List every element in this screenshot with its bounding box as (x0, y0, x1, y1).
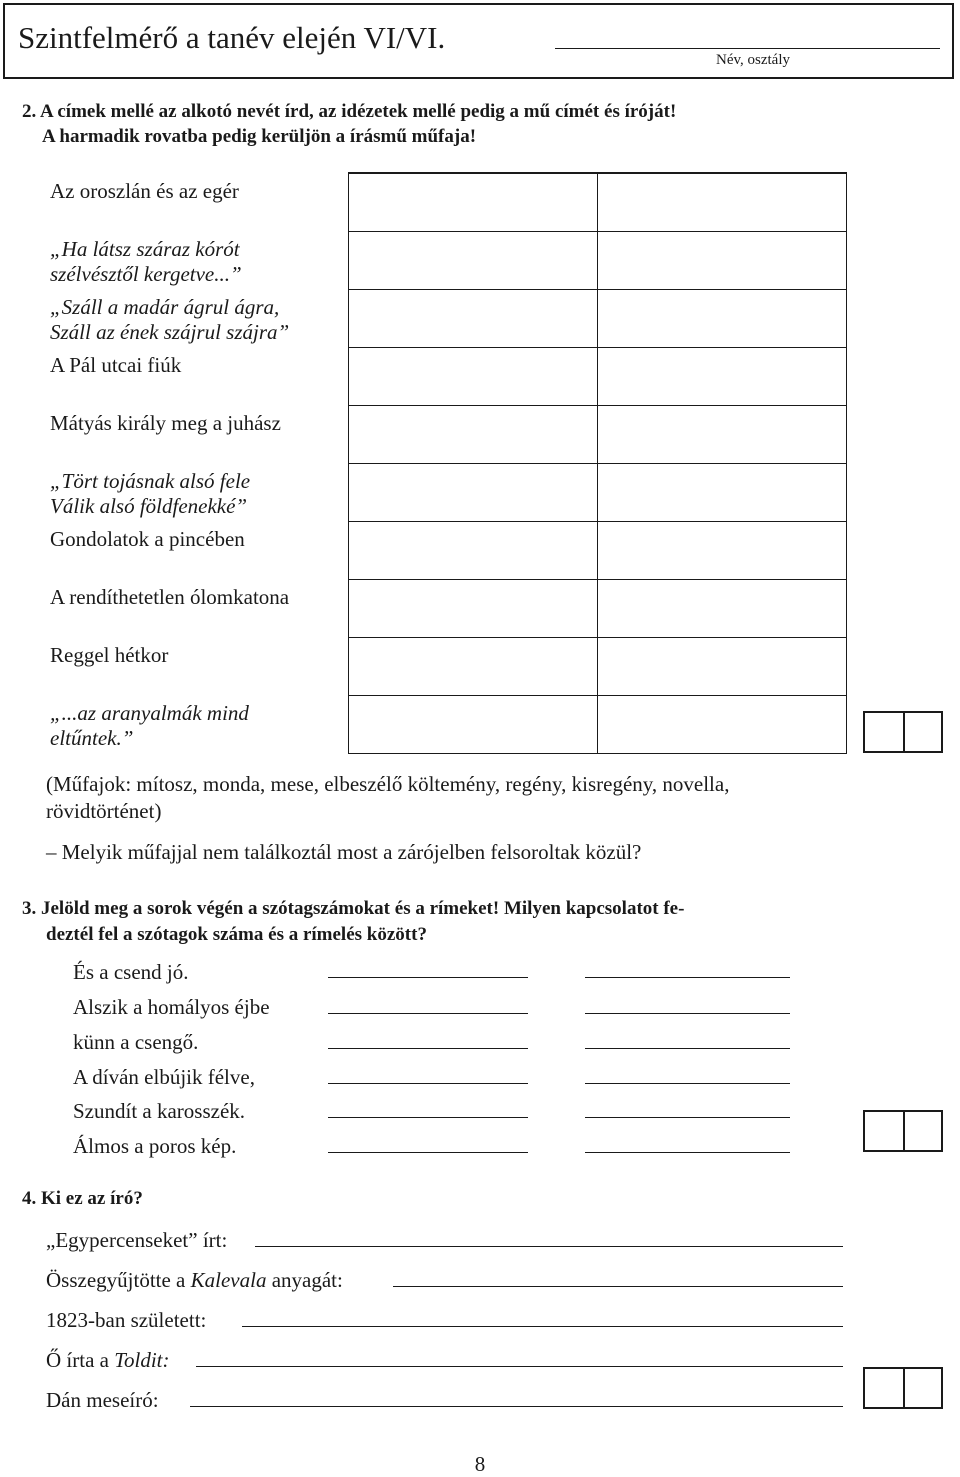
rhyme-line[interactable] (585, 1048, 790, 1049)
answer-line[interactable] (242, 1326, 843, 1327)
row-title-cell (50, 579, 349, 637)
answer-cell-author[interactable] (349, 231, 598, 289)
answer-cell-genre[interactable] (598, 521, 847, 579)
task3-heading-line2: deztél fel a szótagok száma és a rímelés között? (46, 924, 427, 945)
name-class-input-line[interactable] (555, 48, 940, 49)
task2-heading-line1: 2. A címek mellé az alkotó nevét írd, az idézetek mellé pedig a mű címét és íróját! (22, 101, 677, 122)
row-title-cell (50, 173, 349, 231)
poem-line: A díván elbújik félve, (73, 1065, 255, 1089)
table-row (50, 405, 847, 463)
task3-heading-line1: 3. Jelöld meg a sorok végén a szótagszámokat és a rímeket! Milyen kapcsolatot fe- (22, 898, 685, 919)
table-row (50, 289, 847, 347)
page-number: 8 (474, 1452, 486, 1476)
row-title-cell (50, 521, 349, 579)
row-text: eltűntek.” (50, 726, 134, 750)
score-box[interactable] (863, 1367, 943, 1409)
answer-cell-author[interactable] (349, 347, 598, 405)
row-title-cell (50, 637, 349, 695)
answer-cell-genre[interactable] (598, 347, 847, 405)
task2-heading-line2: A harmadik rovatba pedig kerüljön a írásmű műfaja! (42, 126, 477, 147)
answer-cell-author[interactable] (349, 579, 598, 637)
row-text: „Tört tojásnak alsó fele (50, 469, 251, 493)
genre-question: – Melyik műfajjal nem találkoztál most a zárójelben felsoroltak közül? (46, 840, 642, 864)
answer-cell-author[interactable] (349, 637, 598, 695)
page-title: Szintfelmérő a tanév elején VI/VI. (18, 20, 446, 55)
row-text: A Pál utcai fiúk (50, 353, 182, 377)
table-row (50, 463, 847, 521)
row-quote-cell (50, 231, 349, 289)
question-text: Összegyűjtötte a (46, 1268, 191, 1292)
table-row (50, 579, 847, 637)
answer-cell-genre[interactable] (598, 289, 847, 347)
name-class-label: Név, osztály (715, 52, 790, 68)
row-text: Mátyás király meg a juhász (50, 411, 281, 435)
rhyme-line[interactable] (585, 1013, 790, 1014)
author-question: Dán meseíró: (46, 1388, 159, 1412)
author-question: 1823-ban született: (46, 1308, 207, 1332)
row-title-cell (50, 405, 349, 463)
question-text: anyagát: (266, 1268, 343, 1292)
answer-cell-genre[interactable] (598, 695, 847, 753)
genres-list-line1: (Műfajok: mítosz, monda, mese, elbeszélő költemény, regény, kisregény, novella, (46, 772, 730, 796)
answer-line[interactable] (196, 1366, 843, 1367)
answer-cell-genre[interactable] (598, 405, 847, 463)
table-row (50, 347, 847, 405)
answer-cell-author[interactable] (349, 521, 598, 579)
rhyme-line[interactable] (585, 1083, 790, 1084)
table-row (50, 695, 847, 753)
question-text: Ő írta a (46, 1348, 115, 1372)
answer-line[interactable] (393, 1286, 843, 1287)
syllable-count-line[interactable] (328, 1117, 528, 1118)
row-text: Reggel hétkor (50, 643, 169, 667)
answer-cell-genre[interactable] (598, 579, 847, 637)
answer-cell-author[interactable] (349, 463, 598, 521)
poem-line: künn a csengő. (73, 1030, 199, 1054)
table-row (50, 173, 847, 231)
row-quote-cell (50, 463, 349, 521)
answer-cell-author[interactable] (349, 695, 598, 753)
poem-line: Alszik a homályos éjbe (73, 995, 270, 1019)
poem-line: Szundít a karosszék. (73, 1099, 246, 1123)
syllable-count-line[interactable] (328, 1013, 528, 1014)
answer-cell-genre[interactable] (598, 173, 847, 231)
work-title: Kalevala (190, 1268, 267, 1292)
syllable-count-line[interactable] (328, 1083, 528, 1084)
author-question (46, 1348, 169, 1373)
row-text: Az oroszlán és az egér (50, 179, 239, 203)
answer-line[interactable] (190, 1406, 843, 1407)
syllable-count-line[interactable] (328, 977, 528, 978)
poem-line: Álmos a poros kép. (73, 1134, 237, 1158)
row-text: „Száll a madár ágrul ágra, (50, 295, 280, 319)
task4-heading: 4. Ki ez az író? (22, 1188, 143, 1209)
row-text: „Ha látsz száraz kórót (50, 237, 240, 261)
poem-line: És a csend jó. (73, 960, 189, 984)
genres-list-line2: rövidtörténet) (46, 799, 162, 823)
syllable-count-line[interactable] (328, 1152, 528, 1153)
task2-table (50, 172, 847, 754)
row-title-cell (50, 347, 349, 405)
table-row (50, 231, 847, 289)
row-text: „...az aranyalmák mind (50, 701, 249, 725)
row-text: szélvésztől kergetve...” (50, 262, 242, 286)
answer-cell-author[interactable] (349, 173, 598, 231)
author-question: „Egypercenseket” írt: (46, 1228, 228, 1252)
answer-cell-genre[interactable] (598, 463, 847, 521)
row-text: Száll az ének szájrul szájra” (50, 320, 290, 344)
row-text: A rendíthetetlen ólomkatona (50, 585, 290, 609)
syllable-count-line[interactable] (328, 1048, 528, 1049)
row-quote-cell (50, 695, 349, 753)
work-title: Toldit: (114, 1348, 170, 1372)
answer-cell-genre[interactable] (598, 637, 847, 695)
table-row (50, 521, 847, 579)
answer-cell-author[interactable] (349, 405, 598, 463)
rhyme-line[interactable] (585, 1152, 790, 1153)
score-box[interactable] (863, 1110, 943, 1152)
rhyme-line[interactable] (585, 977, 790, 978)
row-text: Válik alsó földfenekké” (50, 494, 248, 518)
answer-cell-author[interactable] (349, 289, 598, 347)
rhyme-line[interactable] (585, 1117, 790, 1118)
answer-line[interactable] (255, 1246, 843, 1247)
author-question (46, 1268, 343, 1293)
row-text: Gondolatok a pincében (50, 527, 245, 551)
table-row (50, 637, 847, 695)
answer-cell-genre[interactable] (598, 231, 847, 289)
score-box[interactable] (863, 711, 943, 753)
row-quote-cell (50, 289, 349, 347)
